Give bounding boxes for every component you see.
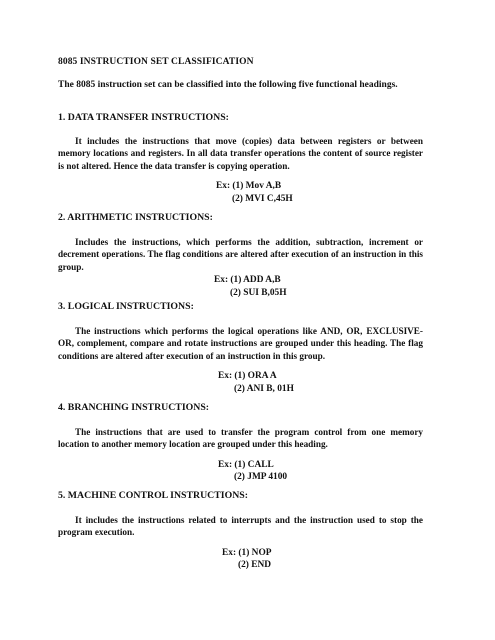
example-line-2: (2) JMP 4100: [234, 472, 288, 483]
section-data-transfer: [58, 112, 423, 205]
example-line-2: (2) END: [238, 560, 272, 571]
example-line-2: (2) MVI C,45H: [232, 193, 293, 204]
section-paragraph: It includes the instructions related to interrupts and the instruction used to stop the program execution.: [58, 515, 423, 538]
section-heading: 4. BRANCHING INSTRUCTIONS:: [58, 402, 210, 413]
example-line-1: Ex: (1) ORA A: [218, 371, 277, 382]
section-heading: 3. LOGICAL INSTRUCTIONS:: [58, 301, 194, 312]
section-heading: 1. DATA TRANSFER INSTRUCTIONS:: [58, 112, 229, 123]
example-block: [216, 180, 495, 205]
section-paragraph: The instructions which performs the logical operations like AND, OR, EXCLUSIVE-OR, complement, compare and rotate instructions are grouped under this heading. The flag conditions are altered after execution of an instruction in this group.: [58, 326, 423, 361]
section-machine-control: [58, 490, 423, 572]
example-line-1: Ex: (1) NOP: [222, 547, 272, 558]
example-block: [222, 547, 495, 572]
section-heading: 2. ARITHMETIC INSTRUCTIONS:: [58, 212, 213, 223]
section-heading: 5. MACHINE CONTROL INSTRUCTIONS:: [58, 490, 248, 501]
example-line-2: (2) ANI B, 01H: [234, 383, 294, 394]
example-line-1: Ex: (1) CALL: [218, 459, 274, 470]
example-line-1: Ex: (1) ADD A,B: [214, 275, 281, 286]
section-paragraph: It includes the instructions that move (copies) data between registers or between memory locations and registers. In all data transfer operations the content of source register is not altered. Hence the data transfer is copying operation.: [58, 136, 423, 171]
example-line-2: (2) SUI B,05H: [230, 287, 287, 298]
example-line-1: Ex: (1) Mov A,B: [216, 181, 282, 192]
section-branching: [58, 402, 423, 484]
section-logical: [58, 301, 423, 395]
section-arithmetic: [58, 212, 423, 299]
example-block: [218, 370, 495, 395]
document-title: 8085 INSTRUCTION SET CLASSIFICATION: [58, 57, 254, 67]
intro-text: The 8085 instruction set can be classified into the following five functional headings.: [58, 80, 398, 90]
section-paragraph: The instructions that are used to transfer the program control from one memory location to another memory location are grouped under this heading.: [58, 427, 423, 450]
example-block: [218, 459, 495, 484]
section-paragraph: Includes the instructions, which performs the addition, subtraction, increment or decrement operations. The flag conditions are altered after execution of an instruction in this group.: [58, 237, 423, 272]
example-block: [214, 274, 495, 299]
